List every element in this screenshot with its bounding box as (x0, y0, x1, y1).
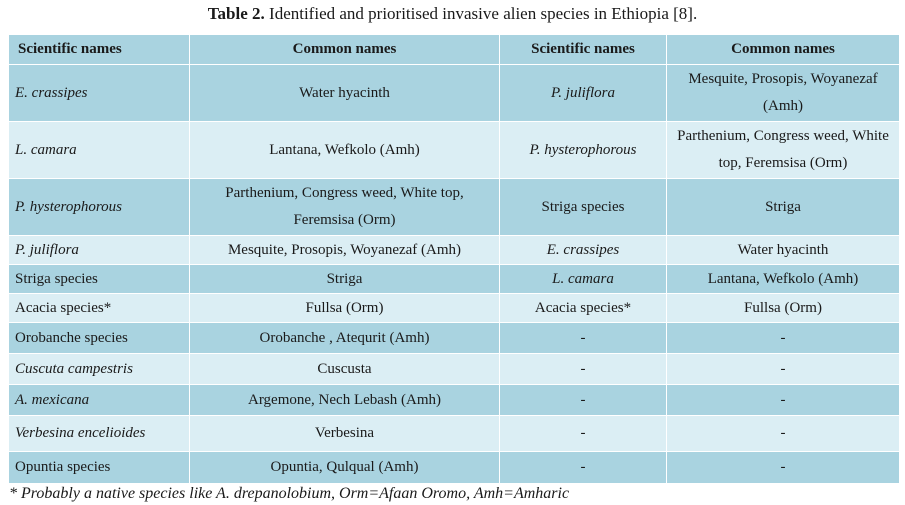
common-name-cell: Parthenium, Congress weed, White top, Feremsisa (Orm) (190, 179, 500, 236)
scientific-name-cell: - (500, 452, 667, 484)
header-common-names-2: Common names (667, 35, 900, 65)
common-name-cell: Lantana, Wefkolo (Amh) (190, 122, 500, 179)
table-caption (0, 3, 905, 25)
scientific-name-cell: - (500, 416, 667, 452)
table-row (9, 179, 900, 236)
scientific-name-cell: L. camara (9, 122, 190, 179)
common-name-cell: Striga (667, 179, 900, 236)
table-row (9, 452, 900, 484)
scientific-name-cell: A. mexicana (9, 385, 190, 416)
caption-text: Identified and prioritised invasive alien species in Ethiopia [8]. (269, 4, 698, 23)
common-name-cell: - (667, 416, 900, 452)
scientific-name-cell: Cuscuta campestris (9, 354, 190, 385)
scientific-name-cell: Verbesina encelioides (9, 416, 190, 452)
common-name-cell: - (667, 385, 900, 416)
table-footnote: * Probably a native species like A. drepanolobium, Orm=Afaan Oromo, Amh=Amharic (9, 485, 570, 502)
invasive-species-table (8, 34, 900, 484)
table-row (9, 122, 900, 179)
header-scientific-names-1: Scientific names (9, 35, 190, 65)
common-name-cell: Parthenium, Congress weed, White top, Feremsisa (Orm) (667, 122, 900, 179)
scientific-name-cell: Acacia species* (500, 294, 667, 323)
scientific-name-cell: Striga species (9, 265, 190, 294)
common-name-cell: Mesquite, Prosopis, Woyanezaf (Amh) (667, 65, 900, 122)
header-common-names-1: Common names (190, 35, 500, 65)
table-row (9, 294, 900, 323)
common-name-cell: Verbesina (190, 416, 500, 452)
common-name-cell: - (667, 323, 900, 354)
common-name-cell: Mesquite, Prosopis, Woyanezaf (Amh) (190, 236, 500, 265)
scientific-name-cell: L. camara (500, 265, 667, 294)
table-row (9, 65, 900, 122)
scientific-name-cell: - (500, 385, 667, 416)
table-header-row (9, 35, 900, 65)
common-name-cell: Fullsa (Orm) (667, 294, 900, 323)
scientific-name-cell: P. juliflora (500, 65, 667, 122)
common-name-cell: Fullsa (Orm) (190, 294, 500, 323)
common-name-cell: - (667, 354, 900, 385)
common-name-cell: Orobanche , Atequrit (Amh) (190, 323, 500, 354)
common-name-cell: Lantana, Wefkolo (Amh) (667, 265, 900, 294)
scientific-name-cell: - (500, 323, 667, 354)
common-name-cell: - (667, 452, 900, 484)
common-name-cell: Cuscusta (190, 354, 500, 385)
scientific-name-cell: Acacia species* (9, 294, 190, 323)
header-scientific-names-2: Scientific names (500, 35, 667, 65)
scientific-name-cell: Striga species (500, 179, 667, 236)
table-row (9, 265, 900, 294)
common-name-cell: Water hyacinth (667, 236, 900, 265)
table-row (9, 385, 900, 416)
scientific-name-cell: P. hysterophorous (500, 122, 667, 179)
scientific-name-cell: E. crassipes (9, 65, 190, 122)
table-row (9, 323, 900, 354)
scientific-name-cell: P. juliflora (9, 236, 190, 265)
caption-label: Table 2. (207, 4, 265, 23)
common-name-cell: Argemone, Nech Lebash (Amh) (190, 385, 500, 416)
scientific-name-cell: - (500, 354, 667, 385)
table-row (9, 236, 900, 265)
common-name-cell: Water hyacinth (190, 65, 500, 122)
common-name-cell: Opuntia, Qulqual (Amh) (190, 452, 500, 484)
scientific-name-cell: E. crassipes (500, 236, 667, 265)
scientific-name-cell: P. hysterophorous (9, 179, 190, 236)
common-name-cell: Striga (190, 265, 500, 294)
scientific-name-cell: Orobanche species (9, 323, 190, 354)
table-row (9, 354, 900, 385)
scientific-name-cell: Opuntia species (9, 452, 190, 484)
table-row (9, 416, 900, 452)
